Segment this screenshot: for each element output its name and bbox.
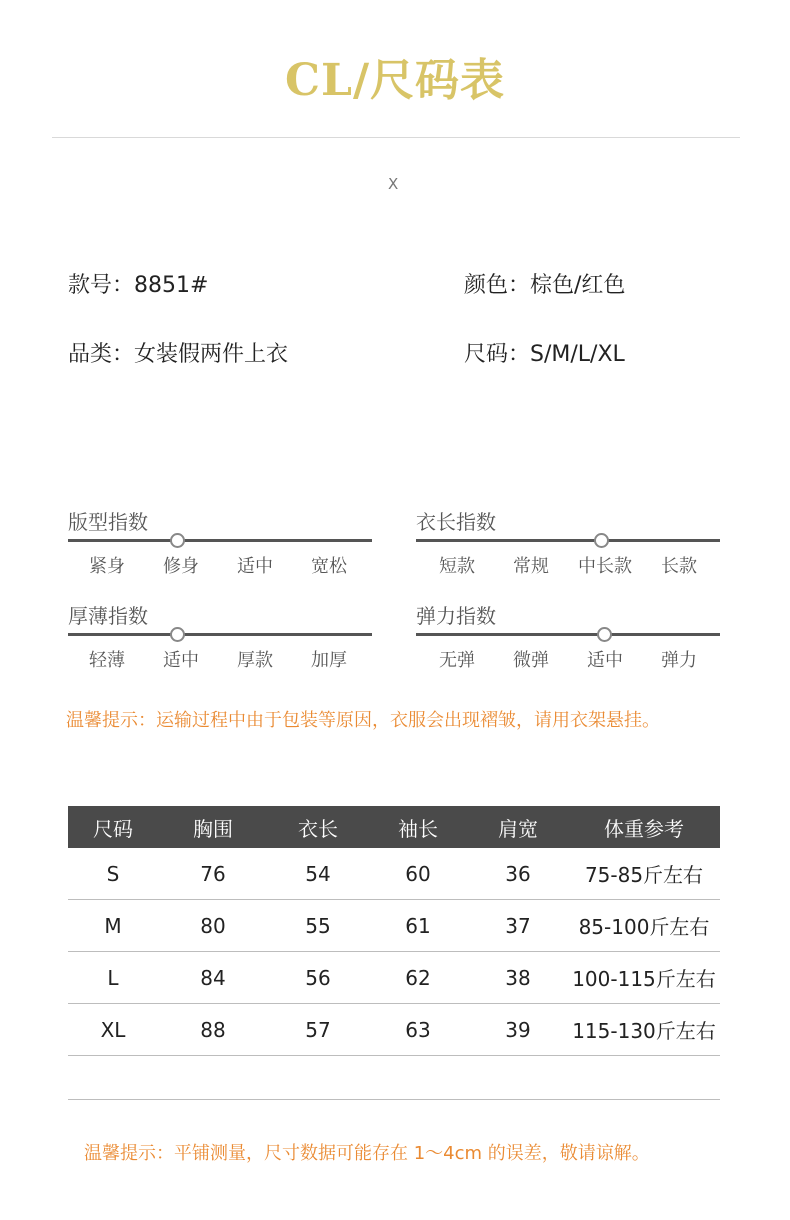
page-title: CL/尺码表 (284, 55, 506, 106)
table-cell: 85-100斤左右 (568, 900, 720, 952)
thickness-index-track (68, 633, 372, 636)
fit-index-label: 版型指数 (68, 510, 148, 534)
elasticity-index-track (416, 633, 720, 636)
table-cell: 76 (158, 848, 268, 900)
table-cell: 36 (468, 848, 568, 900)
care-tip: 温馨提示：运输过程中由于包装等原因，衣服会出现褶皱，请用衣架悬挂。 (66, 710, 660, 731)
measurement-tip: 温馨提示：平铺测量，尺寸数据可能存在 1～4cm 的误差，敬请谅解。 (84, 1143, 650, 1164)
table-cell: 39 (468, 1004, 568, 1056)
table-header-cell: 胸围 (158, 806, 268, 848)
elasticity-index-label: 弹力指数 (416, 604, 496, 628)
table-cell: 60 (368, 848, 468, 900)
category-info: 品类：女装假两件上衣 (68, 342, 289, 367)
elasticity-index-knob (597, 627, 612, 642)
fit-index-knob (170, 533, 185, 548)
table-cell: L (68, 952, 158, 1004)
fit-index-option: 适中 (237, 556, 273, 577)
thickness-index (68, 600, 372, 680)
length-index-option: 常规 (513, 556, 549, 577)
table-row (68, 952, 720, 1004)
table-cell: 61 (368, 900, 468, 952)
length-index-option: 短款 (439, 556, 475, 577)
fit-index-option: 修身 (163, 556, 199, 577)
close-icon[interactable]: X (388, 175, 399, 193)
length-index-track (416, 539, 720, 542)
table-cell: S (68, 848, 158, 900)
fit-index (68, 506, 372, 586)
table-header-row (68, 806, 720, 848)
table-header-cell: 肩宽 (468, 806, 568, 848)
table-cell: 38 (468, 952, 568, 1004)
table-cell: 75-85斤左右 (568, 848, 720, 900)
thickness-index-option: 适中 (163, 650, 199, 671)
table-row (68, 1004, 720, 1056)
thickness-index-label: 厚薄指数 (68, 604, 148, 628)
table-cell: 100-115斤左右 (568, 952, 720, 1004)
thickness-index-option: 轻薄 (89, 650, 125, 671)
divider (68, 1099, 720, 1100)
table-cell: 88 (158, 1004, 268, 1056)
length-index-label: 衣长指数 (416, 510, 496, 534)
length-index-knob (594, 533, 609, 548)
table-header-cell: 尺码 (68, 806, 158, 848)
table-row (68, 900, 720, 952)
table-cell: 84 (158, 952, 268, 1004)
color-info: 颜色：棕色/红色 (464, 273, 626, 298)
table-cell: XL (68, 1004, 158, 1056)
length-index (416, 506, 720, 586)
fit-index-option: 紧身 (89, 556, 125, 577)
table-cell: 57 (268, 1004, 368, 1056)
divider (52, 137, 740, 138)
table-cell: 54 (268, 848, 368, 900)
length-index-option: 中长款 (578, 556, 632, 577)
elasticity-index-option: 弹力 (661, 650, 697, 671)
table-cell: 37 (468, 900, 568, 952)
thickness-index-option: 厚款 (237, 650, 273, 671)
thickness-index-knob (170, 627, 185, 642)
fit-index-track (68, 539, 372, 542)
table-cell: 56 (268, 952, 368, 1004)
elasticity-index-option: 微弹 (513, 650, 549, 671)
table-header-cell: 衣长 (268, 806, 368, 848)
elasticity-index-option: 适中 (587, 650, 623, 671)
table-cell: 55 (268, 900, 368, 952)
table-cell: 62 (368, 952, 468, 1004)
table-cell: 80 (158, 900, 268, 952)
table-header-cell: 体重参考 (568, 806, 720, 848)
size-info: 尺码：S/M/L/XL (464, 342, 625, 367)
table-row (68, 848, 720, 900)
table-cell: 115-130斤左右 (568, 1004, 720, 1056)
table-cell: M (68, 900, 158, 952)
fit-index-option: 宽松 (311, 556, 347, 577)
elasticity-index (416, 600, 720, 680)
size-table (68, 806, 720, 1056)
thickness-index-option: 加厚 (311, 650, 347, 671)
length-index-option: 长款 (661, 556, 697, 577)
elasticity-index-option: 无弹 (439, 650, 475, 671)
style-number: 款号：8851# (68, 273, 209, 298)
table-cell: 63 (368, 1004, 468, 1056)
table-header-cell: 袖长 (368, 806, 468, 848)
